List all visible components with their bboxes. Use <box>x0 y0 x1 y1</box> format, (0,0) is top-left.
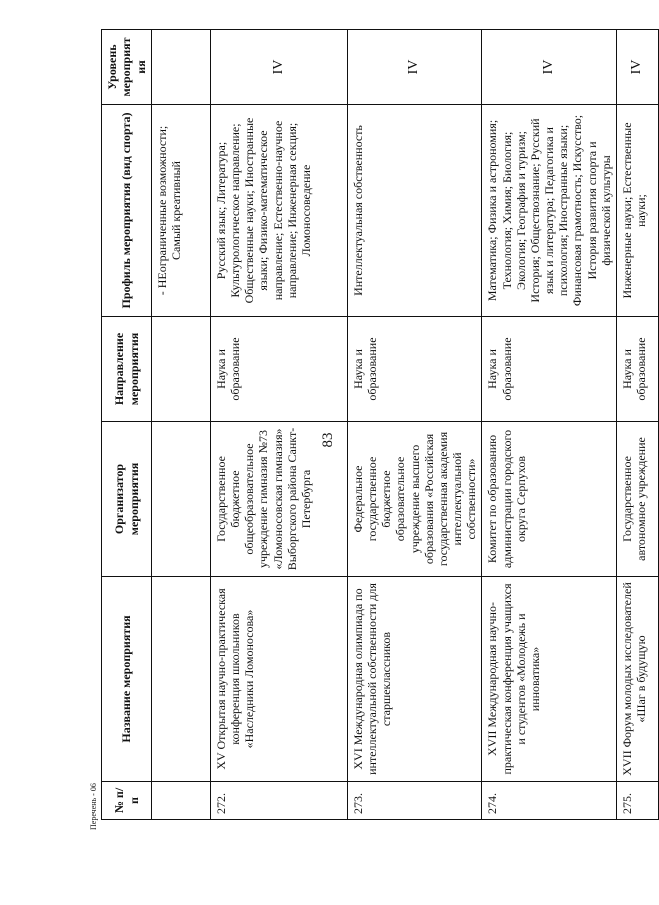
cell-level: IV <box>482 30 616 105</box>
header-row <box>102 30 152 820</box>
cell-profile: Математика; Физика и астрономия; Технология; Химия; Биология; Экология; География и туризм; История; Обществознание; Русский язык и литература; Педагогика и психология; Иностранные языки; Финансовая грамотность; Искусство; История развития спорта и физической культуры <box>482 105 616 317</box>
cell-direction: Наука и образование <box>482 317 616 422</box>
cell-num: 274. <box>482 782 616 820</box>
cell-num: 275. <box>616 782 658 820</box>
cell-level: IV <box>348 30 482 105</box>
cell-organizer: Федеральное государственное бюджетное образовательное учреждение высшего образования «Российская государственная академия интеллектуальной собственности» <box>348 422 482 577</box>
cell-organizer <box>152 422 211 577</box>
header-name: Название мероприятия <box>102 577 152 782</box>
cell-name: XV Открытая научно-практическая конференция школьников «Наследники Ломоносова» <box>211 577 348 782</box>
cell-profile: Инженерные науки; Естественные науки; <box>616 105 658 317</box>
cell-level <box>152 30 211 105</box>
header-direction: Направление мероприятия <box>102 317 152 422</box>
events-table-rotated <box>101 30 648 820</box>
header-organizer: Организатор мероприятия <box>102 422 152 577</box>
footer-code: Перечень - 06 <box>89 783 98 830</box>
cell-profile: Интеллектуальная собственность <box>348 105 482 317</box>
table-row <box>211 30 348 820</box>
cell-name: XVII Форум молодых исследователей «Шаг в будущую <box>616 577 658 782</box>
table-row <box>482 30 616 820</box>
cell-direction <box>152 317 211 422</box>
cell-name <box>152 577 211 782</box>
table-row-continuation <box>152 30 211 820</box>
cell-organizer: Государственное автономное учреждение <box>616 422 658 577</box>
cell-num: 273. <box>348 782 482 820</box>
table-row <box>348 30 482 820</box>
cell-level: IV <box>616 30 658 105</box>
cell-name: XVI Международная олимпиада по интеллектуальной собственности для старшеклассников <box>348 577 482 782</box>
header-num: № п/п <box>102 782 152 820</box>
cell-direction: Наука и образование <box>616 317 658 422</box>
cell-organizer: Государственное бюджетное общеобразовательное учреждение гимназия №73 «Ломоносовская гимназия» Выборгского района Санкт-Петербурга <box>211 422 348 577</box>
cell-num: 272. <box>211 782 348 820</box>
cell-name: XVII Международная научно-практическая конференция учащихся и студентов «Молодежь и инноватика» <box>482 577 616 782</box>
header-level: Уровень мероприятия <box>102 30 152 105</box>
cell-direction: Наука и образование <box>348 317 482 422</box>
cell-direction: Наука и образование <box>211 317 348 422</box>
page-number: 83 <box>320 432 336 448</box>
table-row <box>616 30 658 820</box>
cell-profile: Русский язык; Литература; Культурологическое направление; Общественные науки; Иностранные языки; Физико-математическое направление; Естественно-научное направление; Инженерная секция; Ломоносоведение <box>211 105 348 317</box>
cell-num <box>152 782 211 820</box>
cell-level: IV <box>211 30 348 105</box>
events-table <box>101 29 659 820</box>
cell-organizer: Комитет по образованию администрации городского округа Серпухов <box>482 422 616 577</box>
header-profile: Профиль мероприятия (вид спорта) <box>102 105 152 317</box>
cell-profile: - НЕограниченные возможности; Самый креативный <box>152 105 211 317</box>
